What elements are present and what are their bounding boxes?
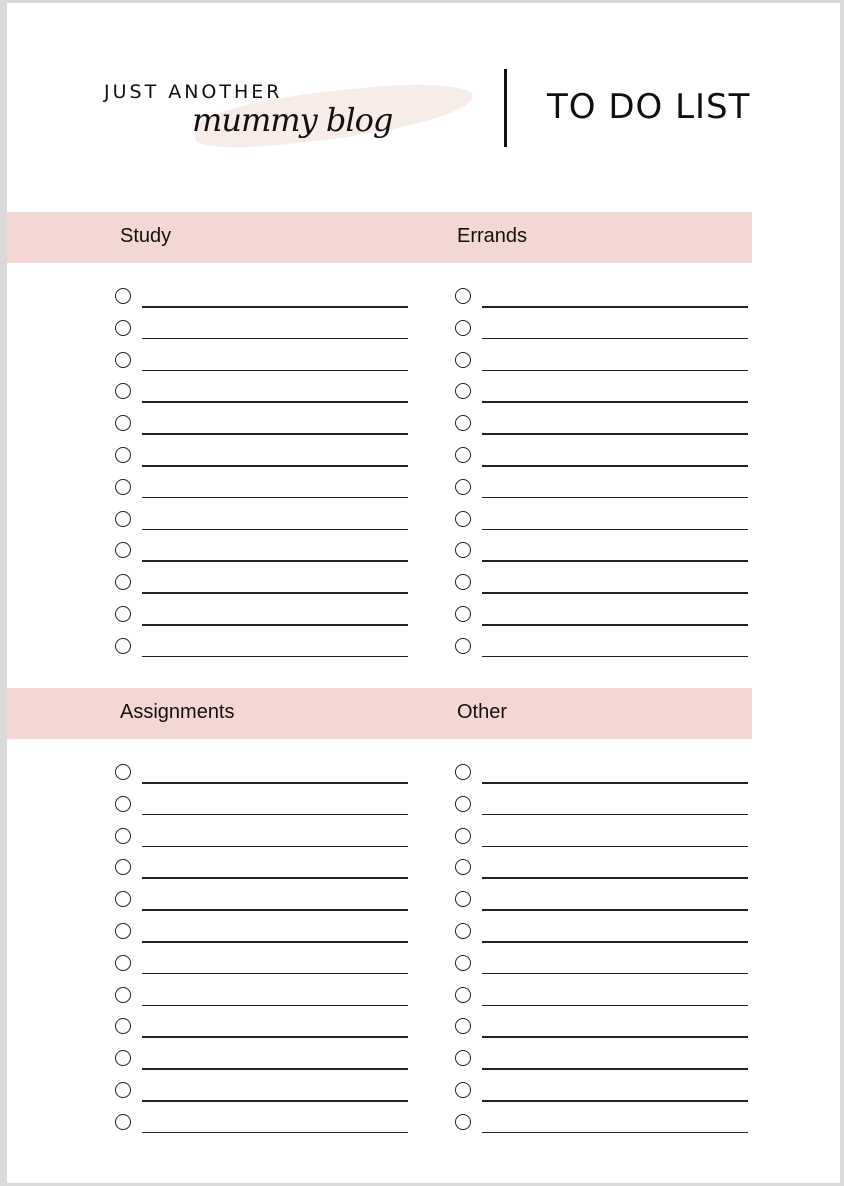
task-entry-line[interactable] bbox=[482, 1100, 748, 1102]
task-entry-line[interactable] bbox=[482, 846, 748, 848]
task-entry-line[interactable] bbox=[482, 592, 748, 594]
task-entry-line[interactable] bbox=[482, 782, 748, 784]
checkbox-circle[interactable] bbox=[455, 352, 471, 368]
task-entry-line[interactable] bbox=[482, 306, 748, 308]
section-title-other: Other bbox=[457, 701, 508, 723]
checkbox-circle[interactable] bbox=[455, 320, 471, 336]
task-entry-line[interactable] bbox=[142, 306, 408, 308]
checkbox-circle[interactable] bbox=[115, 987, 131, 1003]
task-entry-line[interactable] bbox=[142, 560, 408, 562]
section-header-band-bottom bbox=[7, 688, 752, 739]
task-entry-line[interactable] bbox=[142, 973, 408, 975]
checkbox-circle[interactable] bbox=[115, 447, 131, 463]
task-entry-line[interactable] bbox=[142, 782, 408, 784]
page-title: TO DO LIST bbox=[547, 87, 751, 127]
checkbox-circle[interactable] bbox=[115, 320, 131, 336]
task-entry-line[interactable] bbox=[482, 401, 748, 403]
task-entry-line[interactable] bbox=[482, 1036, 748, 1038]
checkbox-circle[interactable] bbox=[115, 479, 131, 495]
task-entry-line[interactable] bbox=[142, 1005, 408, 1007]
task-entry-line[interactable] bbox=[482, 1132, 748, 1134]
task-entry-line[interactable] bbox=[482, 877, 748, 879]
task-entry-line[interactable] bbox=[142, 846, 408, 848]
task-entry-line[interactable] bbox=[482, 814, 748, 816]
task-entry-line[interactable] bbox=[482, 370, 748, 372]
task-entry-line[interactable] bbox=[482, 973, 748, 975]
checkbox-circle[interactable] bbox=[455, 447, 471, 463]
task-entry-line[interactable] bbox=[482, 656, 748, 658]
task-entry-line[interactable] bbox=[142, 497, 408, 499]
checkbox-circle[interactable] bbox=[455, 891, 471, 907]
checkbox-circle[interactable] bbox=[455, 955, 471, 971]
section-title-errands: Errands bbox=[457, 225, 528, 247]
checkbox-circle[interactable] bbox=[115, 1018, 131, 1034]
checkbox-circle[interactable] bbox=[455, 1050, 471, 1066]
task-entry-line[interactable] bbox=[482, 941, 748, 943]
checkbox-circle[interactable] bbox=[455, 1082, 471, 1098]
task-entry-line[interactable] bbox=[482, 465, 748, 467]
checkbox-circle[interactable] bbox=[455, 638, 471, 654]
checkbox-circle[interactable] bbox=[115, 764, 131, 780]
checkbox-circle[interactable] bbox=[455, 828, 471, 844]
checkbox-circle[interactable] bbox=[455, 923, 471, 939]
task-entry-line[interactable] bbox=[482, 909, 748, 911]
checkbox-circle[interactable] bbox=[455, 511, 471, 527]
checkbox-circle[interactable] bbox=[455, 1018, 471, 1034]
checkbox-circle[interactable] bbox=[455, 479, 471, 495]
task-entry-line[interactable] bbox=[142, 401, 408, 403]
task-entry-line[interactable] bbox=[142, 1068, 408, 1070]
checkbox-circle[interactable] bbox=[115, 796, 131, 812]
task-entry-line[interactable] bbox=[142, 941, 408, 943]
logo-script: mummy blog bbox=[192, 101, 393, 139]
task-entry-line[interactable] bbox=[482, 433, 748, 435]
checkbox-circle[interactable] bbox=[115, 352, 131, 368]
checkbox-circle[interactable] bbox=[455, 764, 471, 780]
checkbox-circle[interactable] bbox=[455, 606, 471, 622]
task-entry-line[interactable] bbox=[142, 529, 408, 531]
task-entry-line[interactable] bbox=[482, 497, 748, 499]
task-entry-line[interactable] bbox=[142, 1132, 408, 1134]
planner-page bbox=[7, 3, 840, 1183]
brand-logo bbox=[104, 81, 484, 161]
header-divider bbox=[504, 69, 507, 147]
checkbox-circle[interactable] bbox=[455, 796, 471, 812]
section-title-assignments: Assignments bbox=[120, 701, 235, 723]
checkbox-circle[interactable] bbox=[115, 859, 131, 875]
section-header-band-top bbox=[7, 212, 752, 263]
checkbox-circle[interactable] bbox=[115, 955, 131, 971]
task-entry-line[interactable] bbox=[142, 877, 408, 879]
task-entry-line[interactable] bbox=[142, 1100, 408, 1102]
checkbox-circle[interactable] bbox=[455, 288, 471, 304]
task-entry-line[interactable] bbox=[142, 1036, 408, 1038]
task-entry-line[interactable] bbox=[482, 1005, 748, 1007]
checkbox-circle[interactable] bbox=[455, 574, 471, 590]
logo-text: JUST ANOTHER bbox=[104, 81, 283, 103]
checkbox-circle[interactable] bbox=[455, 1114, 471, 1130]
checkbox-circle[interactable] bbox=[115, 542, 131, 558]
checkbox-circle[interactable] bbox=[115, 288, 131, 304]
task-entry-line[interactable] bbox=[482, 560, 748, 562]
task-entry-line[interactable] bbox=[142, 909, 408, 911]
checkbox-circle[interactable] bbox=[115, 1050, 131, 1066]
checkbox-circle[interactable] bbox=[115, 511, 131, 527]
task-entry-line[interactable] bbox=[482, 624, 748, 626]
task-entry-line[interactable] bbox=[142, 433, 408, 435]
task-entry-line[interactable] bbox=[142, 370, 408, 372]
checkbox-circle[interactable] bbox=[115, 606, 131, 622]
checkbox-circle[interactable] bbox=[455, 987, 471, 1003]
checkbox-circle[interactable] bbox=[455, 859, 471, 875]
checkbox-circle[interactable] bbox=[115, 923, 131, 939]
task-entry-line[interactable] bbox=[142, 338, 408, 340]
checkbox-circle[interactable] bbox=[115, 574, 131, 590]
task-entry-line[interactable] bbox=[142, 465, 408, 467]
checkbox-circle[interactable] bbox=[115, 828, 131, 844]
section-title-study: Study bbox=[120, 225, 172, 247]
task-entry-line[interactable] bbox=[142, 814, 408, 816]
checkbox-circle[interactable] bbox=[455, 542, 471, 558]
checkbox-circle[interactable] bbox=[115, 383, 131, 399]
checkbox-circle[interactable] bbox=[455, 415, 471, 431]
checkbox-circle[interactable] bbox=[115, 415, 131, 431]
task-entry-line[interactable] bbox=[142, 656, 408, 658]
checkbox-circle[interactable] bbox=[115, 1114, 131, 1130]
checkbox-circle[interactable] bbox=[115, 1082, 131, 1098]
checkbox-circle[interactable] bbox=[115, 891, 131, 907]
task-entry-line[interactable] bbox=[482, 529, 748, 531]
task-entry-line[interactable] bbox=[142, 592, 408, 594]
checkbox-circle[interactable] bbox=[115, 638, 131, 654]
task-entry-line[interactable] bbox=[482, 338, 748, 340]
task-entry-line[interactable] bbox=[142, 624, 408, 626]
task-entry-line[interactable] bbox=[482, 1068, 748, 1070]
checkbox-circle[interactable] bbox=[455, 383, 471, 399]
